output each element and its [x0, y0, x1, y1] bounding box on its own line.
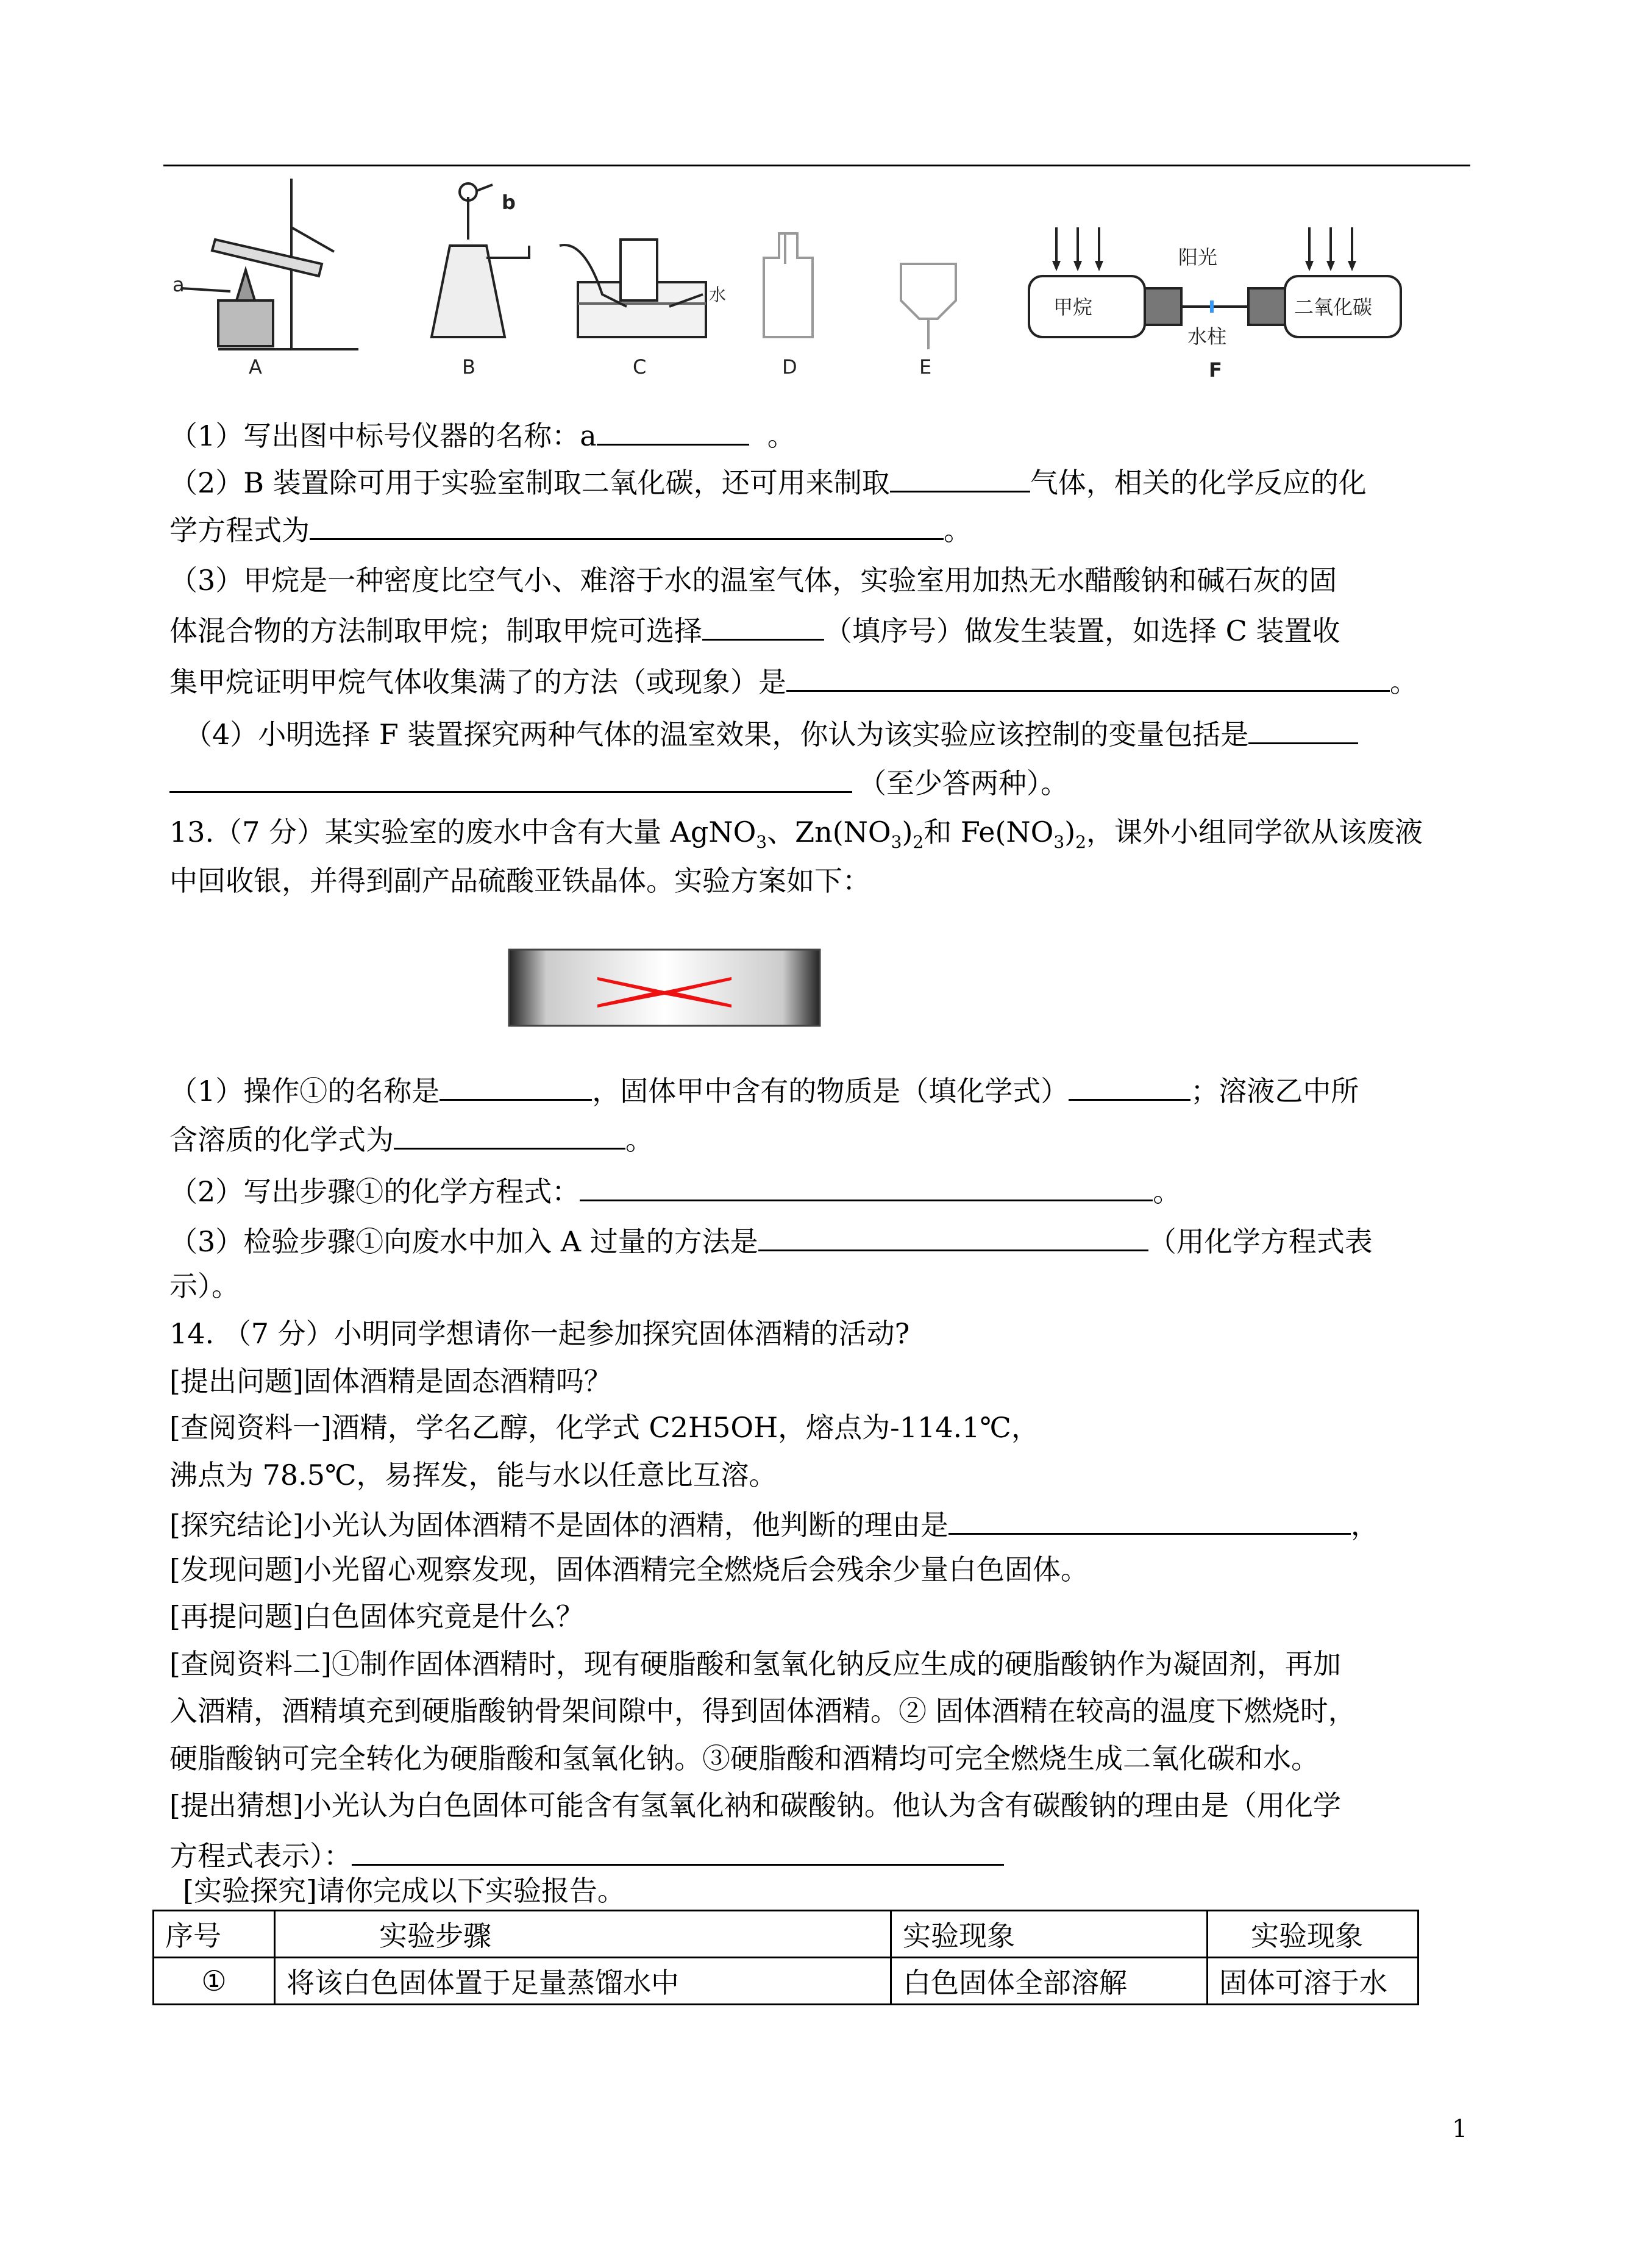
answer-blank[interactable] — [597, 414, 749, 446]
table-cell: 将该白色固体置于足量蒸馏水中 — [275, 1958, 891, 2005]
q14-line10: [提出猜想]小光认为白色固体可能含有氢氧化衲和碳酸钠。他认为含有碳酸钠的理由是（用化学 — [169, 1789, 1341, 1822]
q12-part3-line1: （3）甲烷是一种密度比空气小、难溶于水的温室气体，实验室用加热无水醋酸钠和碱石灰的固 — [169, 564, 1337, 597]
table-header-cell: 实验现象 — [891, 1911, 1208, 1958]
q13-intro-line2: 中回收银，并得到副产品硫酸亚铁晶体。实验方案如下： — [169, 864, 870, 897]
label-F: F — [1209, 358, 1222, 382]
q14-line6: [再提问题]白色固体究竟是什么？ — [169, 1600, 584, 1633]
q13-intro-line1: 13.（7 分）某实验室的废水中含有大量 AgNO$_3$、$Zn(NO_3)_2$和 $Fe(NO_3)_2$，课外小组同学欲从该废液 — [169, 816, 1423, 853]
q14-line5: [发现问题]小光留心观察发现，固体酒精完全燃烧后会残余少量白色固体。 — [169, 1553, 1089, 1586]
q13-part2: （2）写出步骤①的化学方程式： 。 — [169, 1170, 1468, 1210]
answer-blank[interactable] — [786, 661, 1390, 692]
label-E: E — [919, 355, 932, 379]
label-D: D — [782, 355, 797, 379]
label-methane: 甲烷 — [1053, 296, 1093, 319]
answer-blank[interactable] — [352, 1835, 1004, 1866]
q14-line9: 硬脂酸钠可完全转化为硬脂酸和氢氧化钠。③硬脂酸和酒精均可完全燃烧生成二氧化碳和水。 — [169, 1742, 1319, 1775]
table-cell: 白色固体全部溶解 — [891, 1958, 1208, 2005]
q12-part3-line2: 体混合物的方法制取甲烷；制取甲烷可选择 （填序号）做发生装置，如选择 C 装置收 — [169, 610, 1468, 649]
answer-blank[interactable] — [169, 762, 852, 793]
q14-title: 14. （7 分）小明同学想请你一起参加探究固体酒精的活动? — [169, 1317, 910, 1350]
label-b: b — [502, 191, 516, 214]
q14-line1: [提出问题]固体酒精是固态酒精吗？ — [169, 1365, 612, 1398]
q13-part3-line2: 示）。 — [169, 1270, 240, 1303]
broken-image-placeholder — [506, 944, 823, 1029]
apparatus-figure — [163, 172, 1470, 386]
label-C: C — [633, 355, 647, 379]
q13-part1-line2: 含溶质的化学式为 。 — [169, 1118, 1468, 1158]
q14-line3: 沸点为 78.5℃，易挥发，能与水以任意比互溶。 — [169, 1459, 777, 1491]
table-header-row — [154, 1911, 1418, 1958]
label-sunlight: 阳光 — [1178, 246, 1218, 269]
q12-part4-line2: （至少答两种）。 — [169, 762, 1468, 802]
page-number: 1 — [1452, 2115, 1468, 2143]
q14-line7: [查阅资料二]①制作固体酒精时，现有硬脂酸和氢氧化钠反应生成的硬脂酸钠作为凝固剂，再加 — [169, 1648, 1341, 1680]
answer-blank[interactable] — [1069, 1070, 1190, 1101]
table-header-cell: 实验步骤 — [275, 1911, 891, 1958]
experiment-report-table — [152, 1910, 1419, 2005]
q14-line12: [实验探究]请你完成以下实验报告。 — [183, 1874, 625, 1907]
q14-line2: [查阅资料一]酒精，学名乙醇，化学式 C2H5OH，熔点为-114.1℃， — [169, 1411, 1039, 1444]
answer-blank[interactable] — [758, 1220, 1148, 1251]
label-water: 水 — [709, 285, 727, 305]
answer-blank[interactable] — [440, 1070, 592, 1101]
table-cell: 固体可溶于水 — [1208, 1958, 1418, 2005]
q14-line8: 入酒精，酒精填充到硬脂酸钠骨架间隙中，得到固体酒精。② 固体酒精在较高的温度下燃烧时， — [169, 1694, 1356, 1727]
label-B: B — [462, 355, 475, 379]
label-co2: 二氧化碳 — [1294, 296, 1373, 319]
answer-blank[interactable] — [310, 509, 944, 540]
q12-part3-line3: 集甲烷证明甲烷气体收集满了的方法（或现象）是 。 — [169, 661, 1468, 700]
q12-part2-line2: 学方程式为 。 — [169, 509, 1468, 549]
table-cell: ① — [154, 1958, 275, 2005]
q12-part2-line1: （2）B 装置除可用于实验室制取二氧化碳，还可用来制取 气体，相关的化学反应的化 — [169, 461, 1468, 501]
label-A: A — [249, 355, 262, 379]
answer-blank[interactable] — [890, 461, 1030, 492]
answer-blank[interactable] — [394, 1118, 625, 1150]
answer-blank[interactable] — [1248, 713, 1358, 744]
table-header-cell: 实验现象 — [1208, 1911, 1418, 1958]
answer-blank[interactable] — [948, 1504, 1351, 1535]
q14-line11: 方程式表示）： — [169, 1835, 1468, 1874]
header-rule — [163, 165, 1470, 166]
label-water-column: 水柱 — [1187, 325, 1227, 348]
q12-part1: （1）写出图中标号仪器的名称：a 。 — [169, 414, 1468, 454]
q14-line4: [探究结论]小光认为固体酒精不是固体的酒精，他判断的理由是 ， — [169, 1504, 1468, 1543]
table-row — [154, 1958, 1418, 2005]
label-a: a — [173, 273, 185, 296]
q12-part4-line1: （4）小明选择 F 装置探究两种气体的温室效果，你认为该实验应该控制的变量包括是 — [169, 713, 1468, 753]
q13-part3-line1: （3）检验步骤①向废水中加入 A 过量的方法是 （用化学方程式表 — [169, 1220, 1468, 1260]
q13-part1-line1: （1）操作①的名称是 ，固体甲中含有的物质是（填化学式） ；溶液乙中所 — [169, 1070, 1468, 1109]
answer-blank[interactable] — [580, 1170, 1153, 1201]
answer-blank[interactable] — [702, 610, 824, 641]
table-header-cell: 序号 — [154, 1911, 275, 1958]
